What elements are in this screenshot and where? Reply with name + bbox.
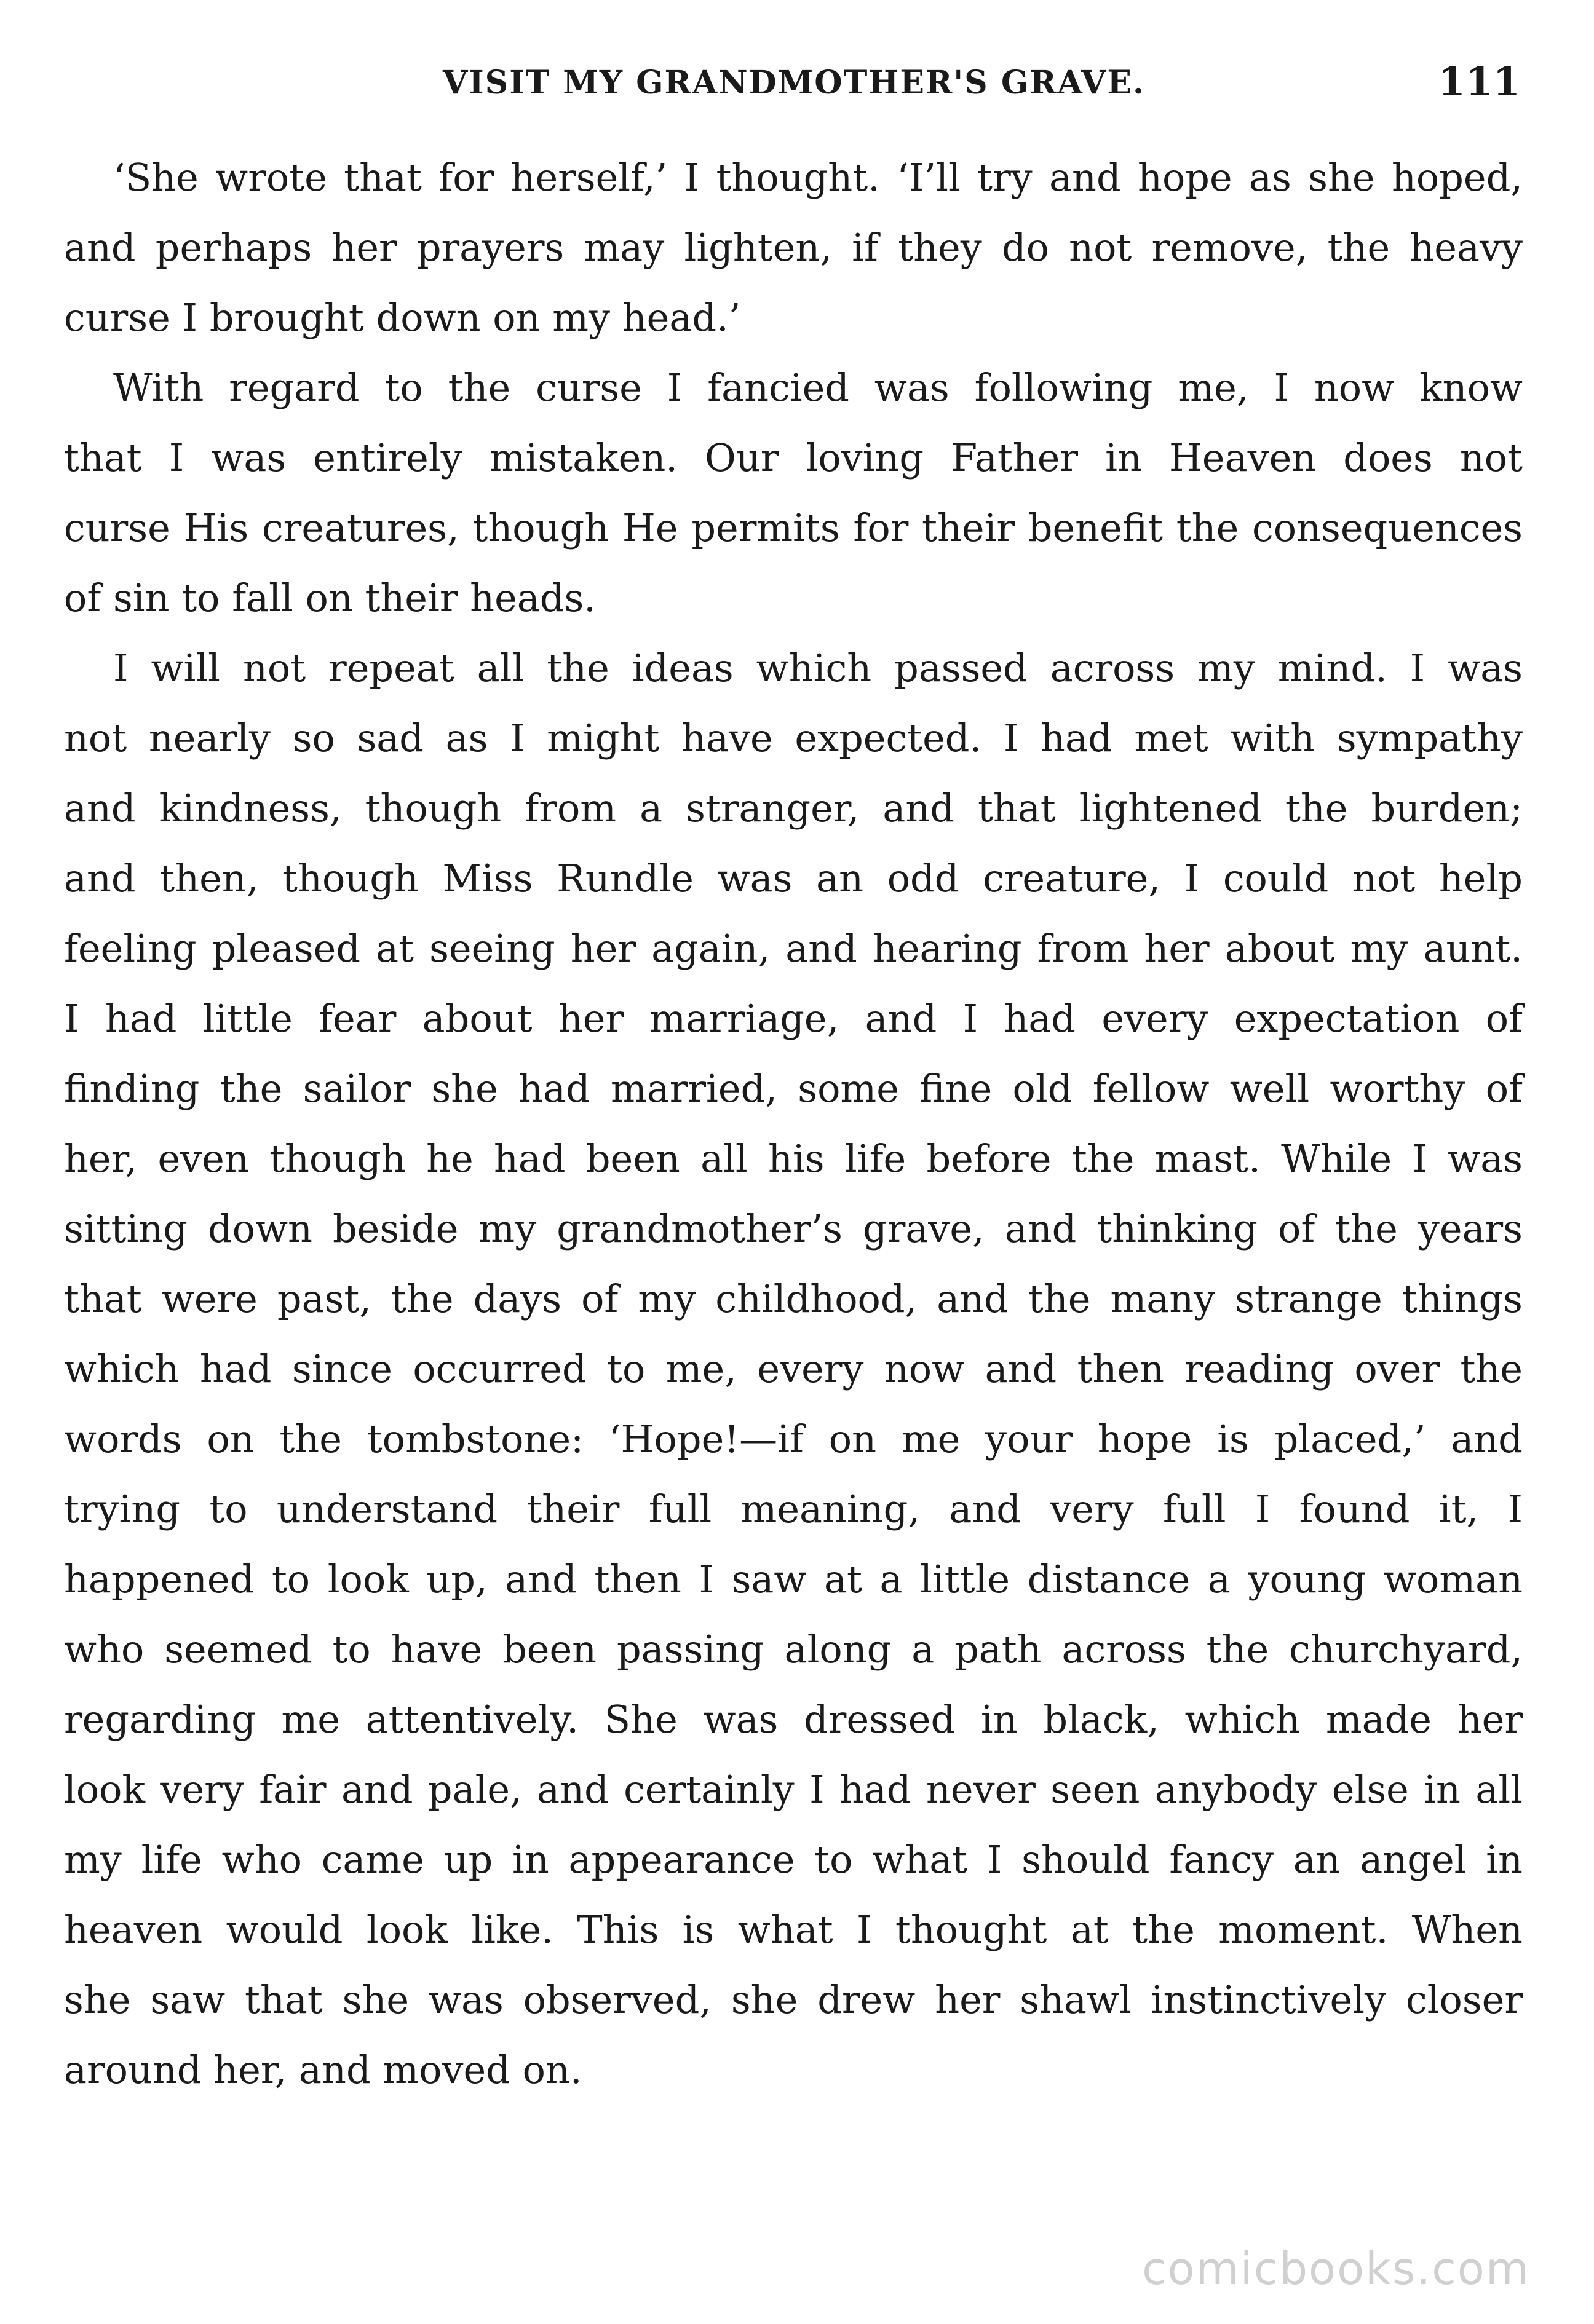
text-line: feeling pleased at seeing her again, and hearing from her about my aunt. — [64, 926, 1523, 971]
text-line: happened to look up, and then I saw at a little distance a young woman — [64, 1557, 1523, 1602]
running-title: VISIT MY GRANDMOTHER'S GRAVE. — [443, 64, 1146, 101]
text-line: ‘She wrote that for herself,’ I thought. ‘I’ll try and hope as she hoped, — [113, 155, 1523, 200]
text-line: and kindness, though from a stranger, and that lightened the burden; — [64, 786, 1523, 831]
text-line: which had since occurred to me, every now and then reading over the — [64, 1346, 1523, 1391]
text-line: she saw that she was observed, she drew her shawl instinctively closer — [64, 1977, 1523, 2022]
paragraph — [64, 633, 1523, 2105]
text-line: that were past, the days of my childhood, and the many strange things — [64, 1276, 1523, 1321]
text-line: around her, and moved on. — [64, 2047, 582, 2092]
paragraph — [64, 353, 1523, 633]
page-number: 111 — [1438, 59, 1520, 105]
text-line: heaven would look like. This is what I thought at the moment. When — [64, 1907, 1523, 1952]
text-line: that I was entirely mistaken. Our loving Father in Heaven does not — [64, 435, 1523, 480]
text-line: I will not repeat all the ideas which passed across my mind. I was — [113, 646, 1523, 690]
text-line: and perhaps her prayers may lighten, if they do not remove, the heavy — [64, 225, 1523, 270]
text-line: who seemed to have been passing along a path across the churchyard, — [64, 1627, 1523, 1672]
text-line: I had little fear about her marriage, and I had every expectation of — [64, 996, 1523, 1041]
body-text — [64, 143, 1523, 2105]
paragraph — [64, 143, 1523, 353]
text-line: and then, though Miss Rundle was an odd creature, I could not help — [64, 856, 1523, 901]
text-line: my life who came up in appearance to what I should fancy an angel in — [64, 1837, 1523, 1882]
text-line: words on the tombstone: ‘Hope!—if on me your hope is placed,’ and — [64, 1417, 1523, 1461]
text-line: look very fair and pale, and certainly I had never seen anybody else in all — [64, 1767, 1523, 1812]
text-line: finding the sailor she had married, some fine old fellow well worthy of — [64, 1066, 1523, 1111]
text-line: regarding me attentively. She was dressed in black, which made her — [64, 1697, 1523, 1742]
text-line: her, even though he had been all his life before the mast. While I was — [64, 1136, 1523, 1181]
text-line: sitting down beside my grandmother’s grave, and thinking of the years — [64, 1206, 1523, 1251]
text-line: trying to understand their full meaning, and very full I found it, I — [64, 1487, 1523, 1532]
text-line: curse His creatures, though He permits for their benefit the consequences — [64, 505, 1523, 550]
watermark-logo: comicbooks.com — [1141, 2243, 1530, 2294]
text-line: not nearly so sad as I might have expected. I had met with sympathy — [64, 716, 1523, 761]
text-line: With regard to the curse I fancied was following me, I now know — [113, 365, 1523, 410]
text-line: of sin to fall on their heads. — [64, 575, 596, 620]
text-line: curse I brought down on my head.’ — [64, 295, 741, 340]
